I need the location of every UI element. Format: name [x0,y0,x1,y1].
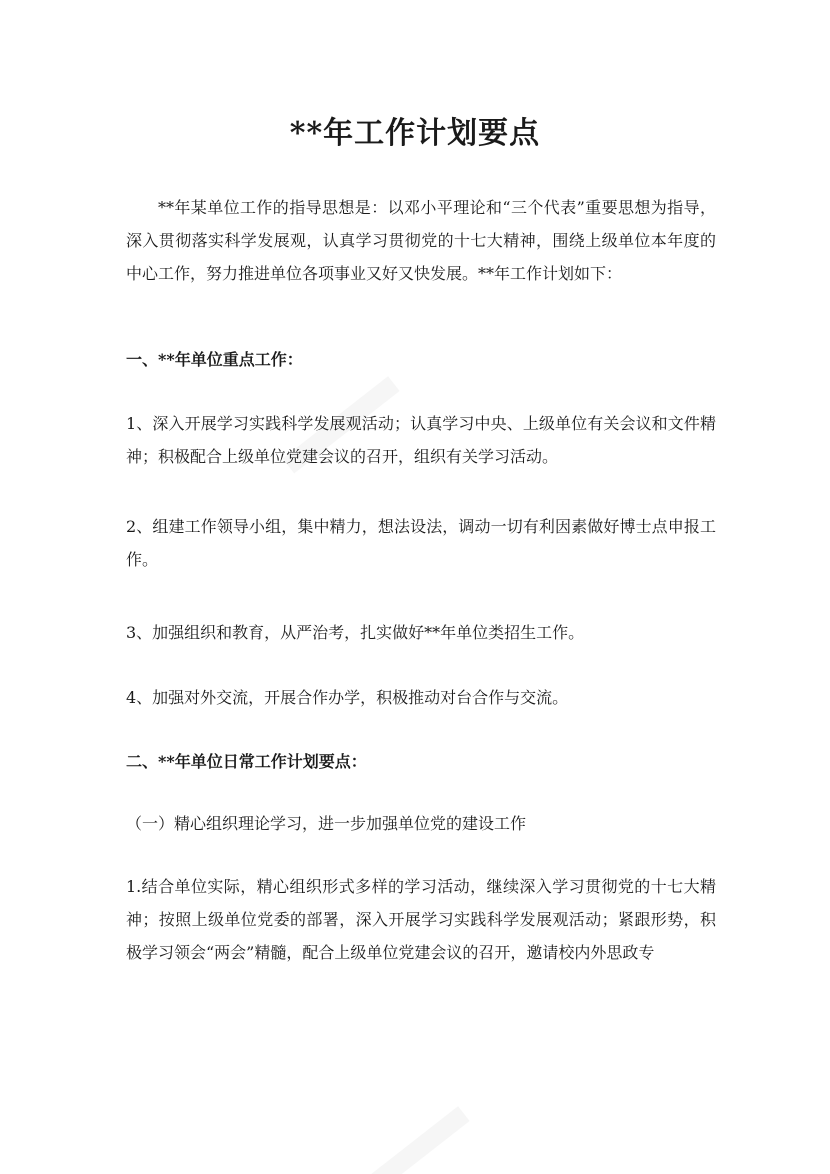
intro-paragraph: **年某单位工作的指导思想是：以邓小平理论和“三个代表”重要思想为指导，深入贯彻落实科学发展观，认真学习贯彻党的十七大精神，围绕上级单位本年度的中心工作，努力推进单位各项事业又好又快发展。**年工作计划如下： [126,198,716,283]
section1-heading: 一、**年单位重点工作： [126,350,303,369]
section2-subheading-1: （一）精心组织理论学习，进一步加强单位党的建设工作 [126,814,527,833]
section1-item-1: 1、深入开展学习实践科学发展观活动；认真学习中央、上级单位有关会议和文件精神；积极配合上级单位党建会议的召开，组织有关学习活动。 [126,414,716,466]
watermark-mark-lower [292,1032,517,1174]
section1-item-2: 2、组建工作领导小组，集中精力，想法设法，调动一切有利因素做好博士点申报工作。 [126,517,716,569]
section2-heading: 二、**年单位日常工作计划要点： [126,752,367,771]
section1-item-4: 4、加强对外交流，开展合作办学，积极推动对台合作与交流。 [126,688,569,707]
section1-item-3: 3、加强组织和教育，从严治考，扎实做好**年单位类招生工作。 [126,623,585,642]
section2-item-1: 1.结合单位实际，精心组织形式多样的学习活动，继续深入学习贯彻党的十七大精神；按照上级单位党委的部署，深入开展学习实践科学发展观活动；紧跟形势，积极学习领会“两会”精髓，配合上级单位党建会议的召开，邀请校内外思政专 [126,877,716,962]
document-title: **年工作计划要点 [289,116,541,151]
